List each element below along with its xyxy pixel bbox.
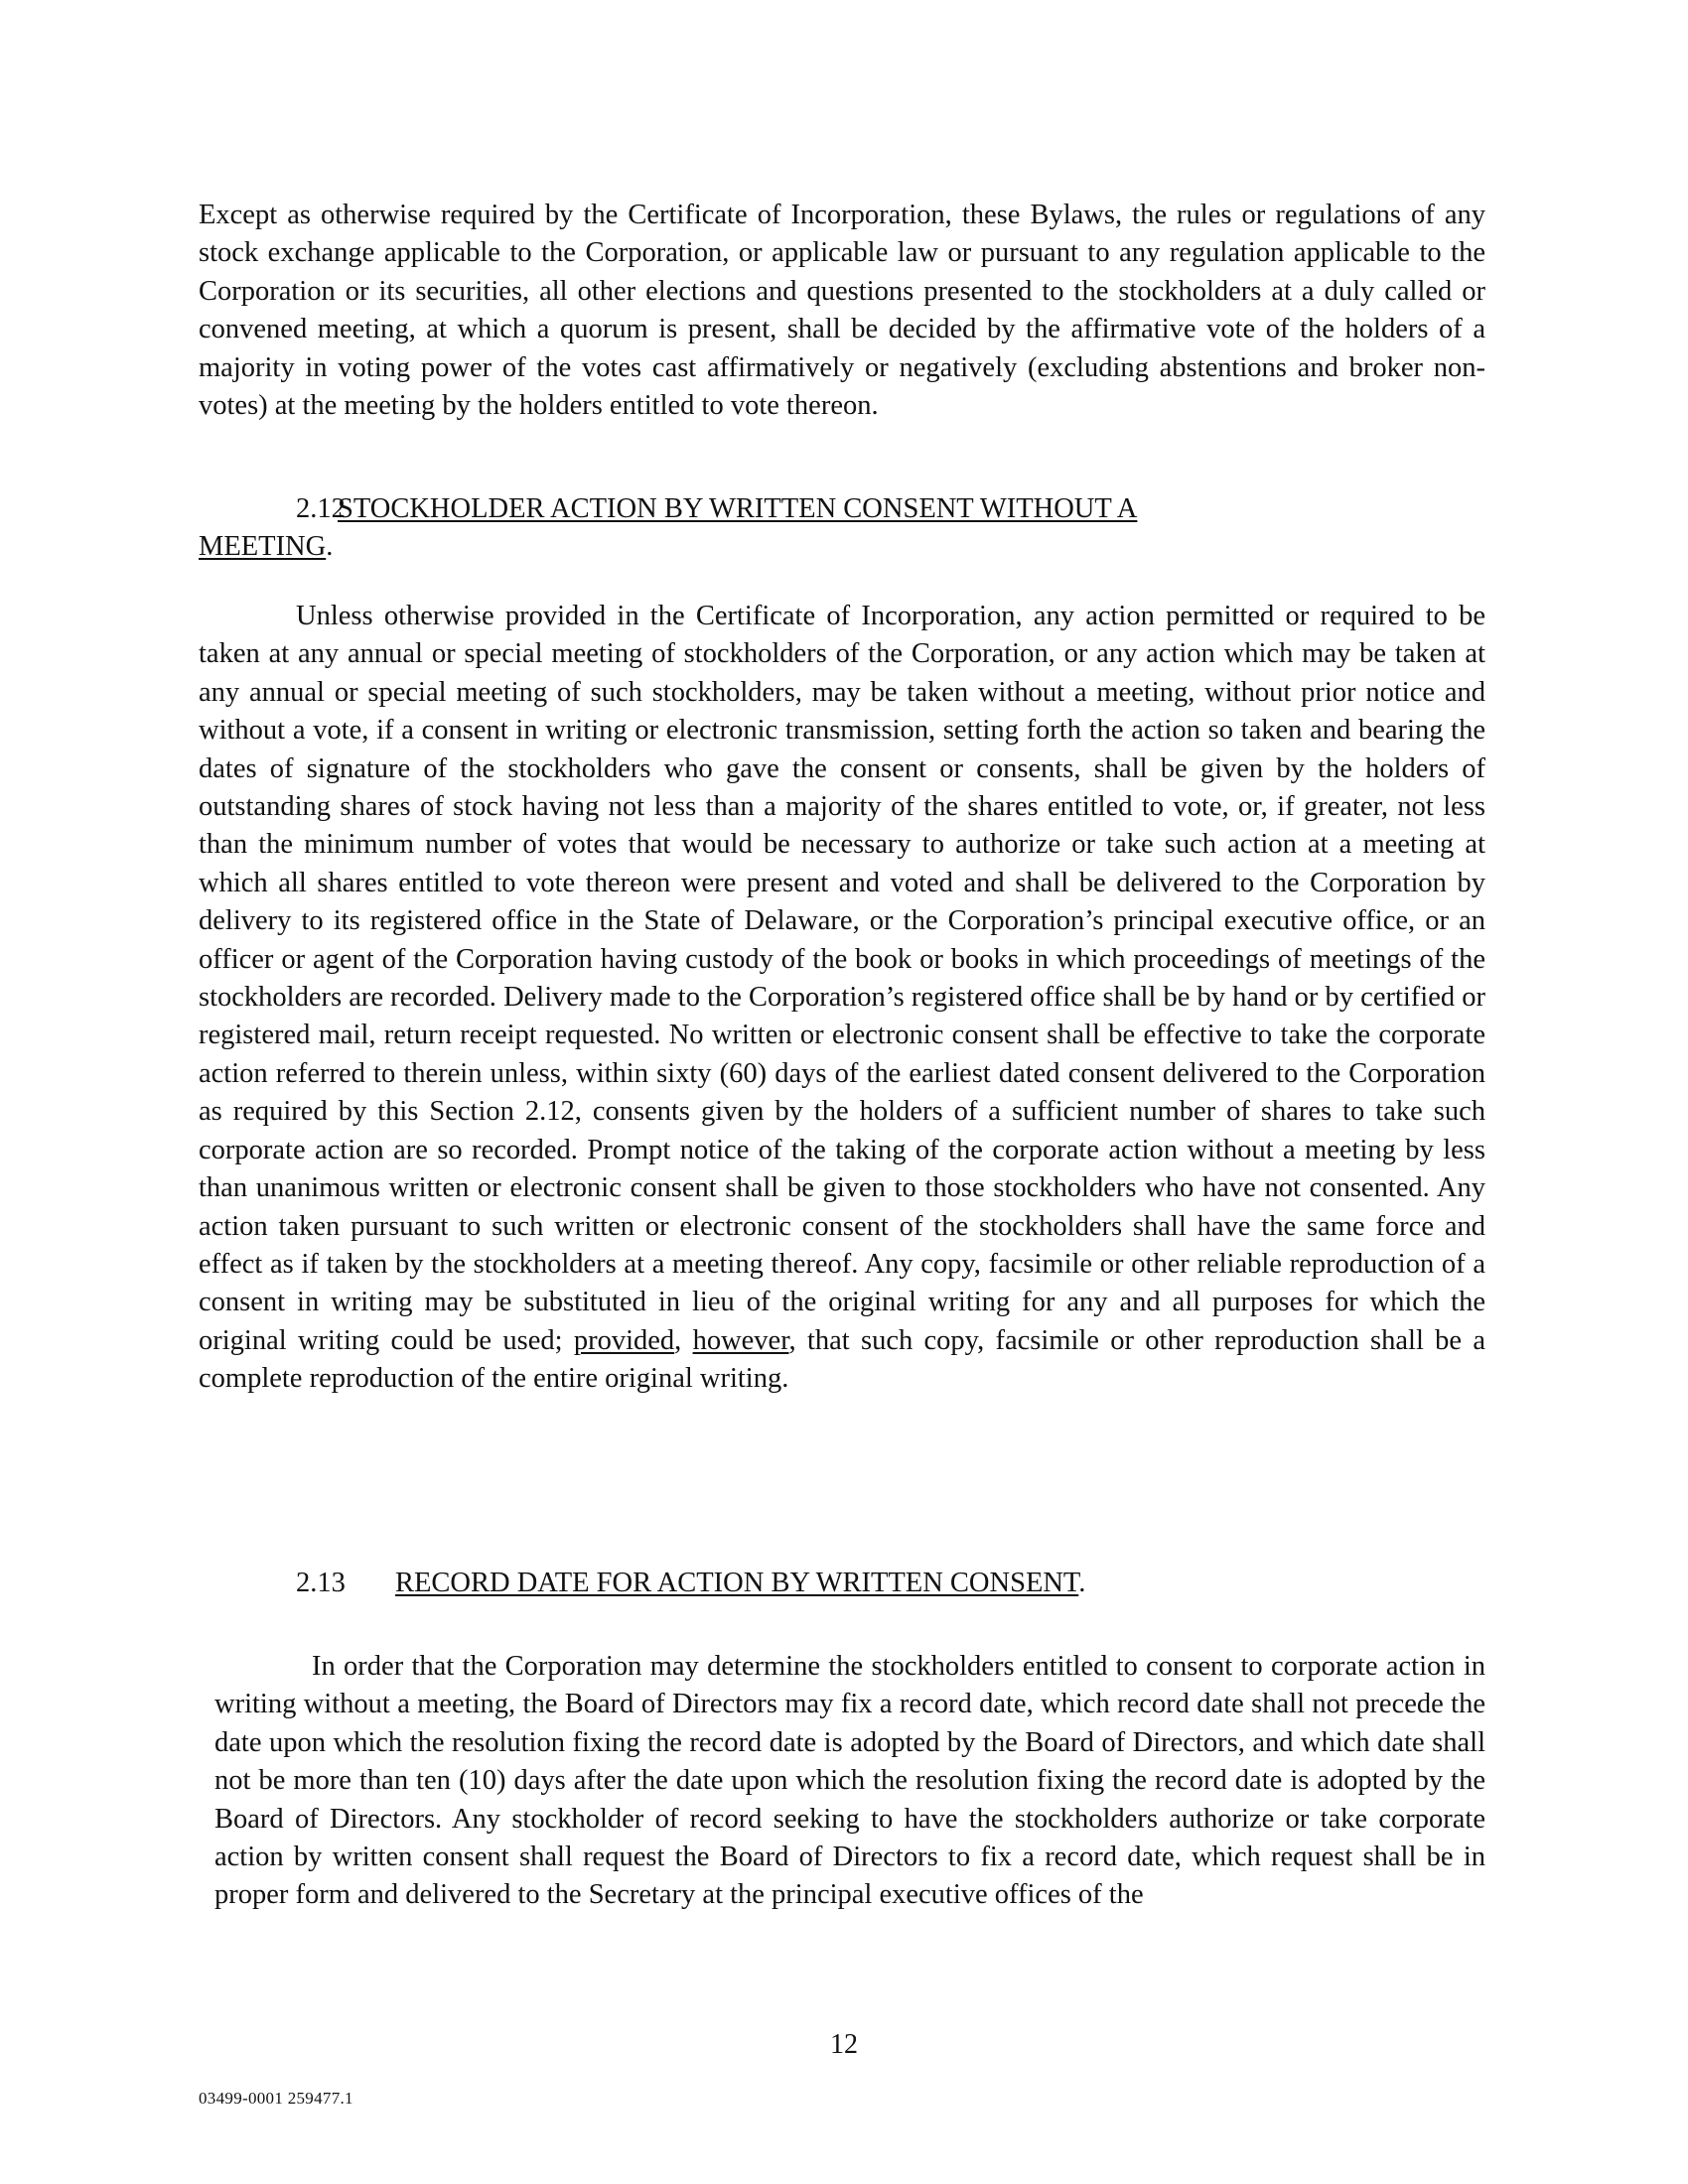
- section-2-13-title: RECORD DATE FOR ACTION BY WRITTEN CONSENT: [395, 1568, 1079, 1598]
- page-number: 12: [830, 2029, 858, 2060]
- section-2-12-comma: ,: [674, 1324, 693, 1356]
- section-2-12-body: [199, 598, 1485, 1399]
- top-paragraph: Except as otherwise required by the Certificate of Incorporation, these Bylaws, the rules or regulations of any stock exchange applicable to the Corporation, or applicable law or pursuant to any regulation applicable to the Corporation or its securities, all other elections and questions presented to the stockholders at a duly called or convened meeting, at which a quorum is present, shall be decided by the affirmative vote of the holders of a majority in voting power of the votes cast affirmatively or negatively (excluding abstentions and broker non-votes) at the meeting by the holders entitled to vote thereon.: [199, 200, 1485, 422]
- section-2-12-heading-line2: [199, 528, 1485, 566]
- section-2-12-number: 2.12: [296, 493, 346, 524]
- section-2-12-heading: [199, 490, 1485, 567]
- document-id: 03499-0001 259477.1: [199, 2089, 353, 2108]
- section-2-13-body: In order that the Corporation may determine the stockholders entitled to consent to corporate action in writing without a meeting, the Board of Directors may fix a record date, which record date shall not precede the date upon which the resolution fixing the record date is adopted by the Board of Directors, and which date shall not be more than ten (10) days after the date upon which the resolution fixing the record date is adopted by the Board of Directors. Any stockholder of record seeking to have the stockholders authorize or take corporate action by written consent shall request the Board of Directors to fix a record date, which request shall be in proper form and delivered to the Secretary at the principal executive offices of the: [214, 1651, 1485, 1911]
- section-2-12-body-part2: , that such copy, facsimile or other reproduction shall be a complete reproduction of the entire original writing.: [199, 1324, 1485, 1395]
- however-term: however: [692, 1324, 789, 1356]
- section-2-13-title-end: .: [1078, 1568, 1086, 1598]
- provided-term: provided: [573, 1324, 675, 1356]
- section-2-13-number: 2.13: [296, 1568, 346, 1598]
- section-2-12-title-line2: MEETING: [199, 531, 327, 563]
- section-2-12-title-line1: STOCKHOLDER ACTION BY WRITTEN CONSENT WITHOUT A: [338, 493, 1138, 524]
- section-2-13-heading: [199, 1565, 1485, 1602]
- section-2-12-heading-line1: [199, 490, 1485, 528]
- section-2-12-title-end: .: [326, 531, 334, 563]
- section-2-12-body-part1: Unless otherwise provided in the Certificate of Incorporation, any action permitted or required to be taken at any annual or special meeting of stockholders of the Corporation, or any action which may be taken at any annual or special meeting of such stockholders, may be taken without a meeting, without prior notice and without a vote, if a consent in writing or electronic transmission, setting forth the action so taken and bearing the dates of signature of the stockholders who gave the consent or consents, shall be given by the holders of outstanding shares of stock having not less than a majority of the shares entitled to vote, or, if greater, not less than the minimum number of votes that would be necessary to authorize or take such action at a meeting at which all shares entitled to vote thereon were present and voted and shall be delivered to the Corporation by delivery to its registered office in the State of Delaware, or the Corporation’s principal executive office, or an officer or agent of the Corporation having custody of the book or books in which proceedings of meetings of the stockholders are recorded. Delivery made to the Corporation’s registered office shall be by hand or by certified or registered mail, return receipt requested. No written or electronic consent shall be effective to take the corporate action referred to therein unless, within sixty (60) days of the earliest dated consent delivered to the Corporation as required by this Section 2.12, consents given by the holders of a sufficient number of shares to take such corporate action are so recorded. Prompt notice of the taking of the corporate action without a meeting by less than unanimous written or electronic consent shall be given to those stockholders who have not consented. Any action taken pursuant to such written or electronic consent of the stockholders shall have the same force and effect as if taken by the stockholders at a meeting thereof. Any copy, facsimile or other reliable reproduction of a consent in writing may be substituted in lieu of the original writing for any and all purposes for which the original writing could be used;: [199, 601, 1485, 1356]
